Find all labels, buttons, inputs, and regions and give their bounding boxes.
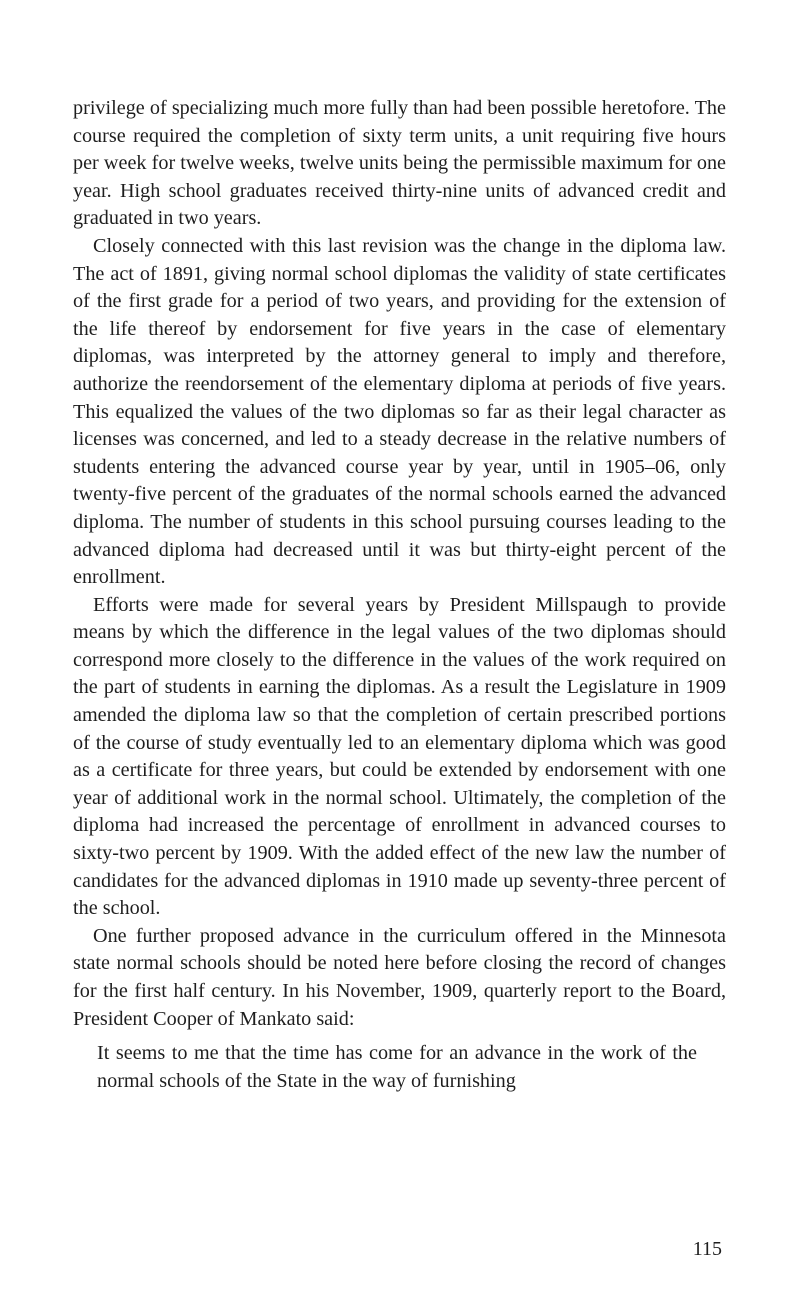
- paragraph-millspaugh-efforts: Efforts were made for several years by President Millspaugh to provide means by which the difference in the legal values of the two diplomas should correspond more closely to the difference in the values of the work required on the part of students in earning the diplomas. As a result the Legislature in 1909 amended the diploma law so that the completion of certain prescribed portions of the course of study eventually led to an elementary diploma which was good as a certificate for three years, but could be extended by endorsement with one year of additional work in the normal school. Ultimately, the completion of the diploma had increased the percentage of enrollment in advanced courses to sixty-two percent by 1909. With the added effect of the new law the number of candidates for the advanced diplomas in 1910 made up seventy-three percent of the school.: [73, 593, 726, 920]
- block-quote-cooper: It seems to me that the time has come for an advance in the work of the normal schools of the State in the way of furnishing: [97, 1042, 697, 1092]
- paragraph-further-advance: One further proposed advance in the curriculum offered in the Minnesota state normal schools should be noted here before closing the record of changes for the first half century. In his November, 1909, quarterly report to the Board, President Cooper of Mankato said:: [73, 924, 726, 1030]
- paragraph-diploma-law: Closely connected with this last revision was the change in the diploma law. The act of 1891, giving normal school diplomas the validity of state certificates of the first grade for a period of two years, and providing for the extension of the life thereof by endorsement for five years in the case of elementary diplomas, was interpreted by the attorney general to imply and therefore, authorize the reendorsement of the elementary diploma at periods of five years. This equalized the values of the two diplomas so far as their legal character as licenses was concerned, and led to a steady decrease in the relative numbers of students entering the advanced course year by year, until in 1905–06, only twenty-five percent of the graduates of the normal schools earned the advanced diploma. The number of students in this school pursuing courses leading to the advanced diploma had decreased until it was but thirty-eight percent of the enrollment.: [73, 234, 726, 589]
- page-number: 115: [692, 1238, 722, 1260]
- page-body: [73, 95, 726, 1095]
- paragraph-specializing: privilege of specializing much more fully than had been possible heretofore. The course required the completion of sixty term units, a unit requiring five hours per week for twelve weeks, twelve units being the permissible maximum for one year. High school graduates received thirty-nine units of advanced credit and graduated in two years.: [73, 97, 726, 230]
